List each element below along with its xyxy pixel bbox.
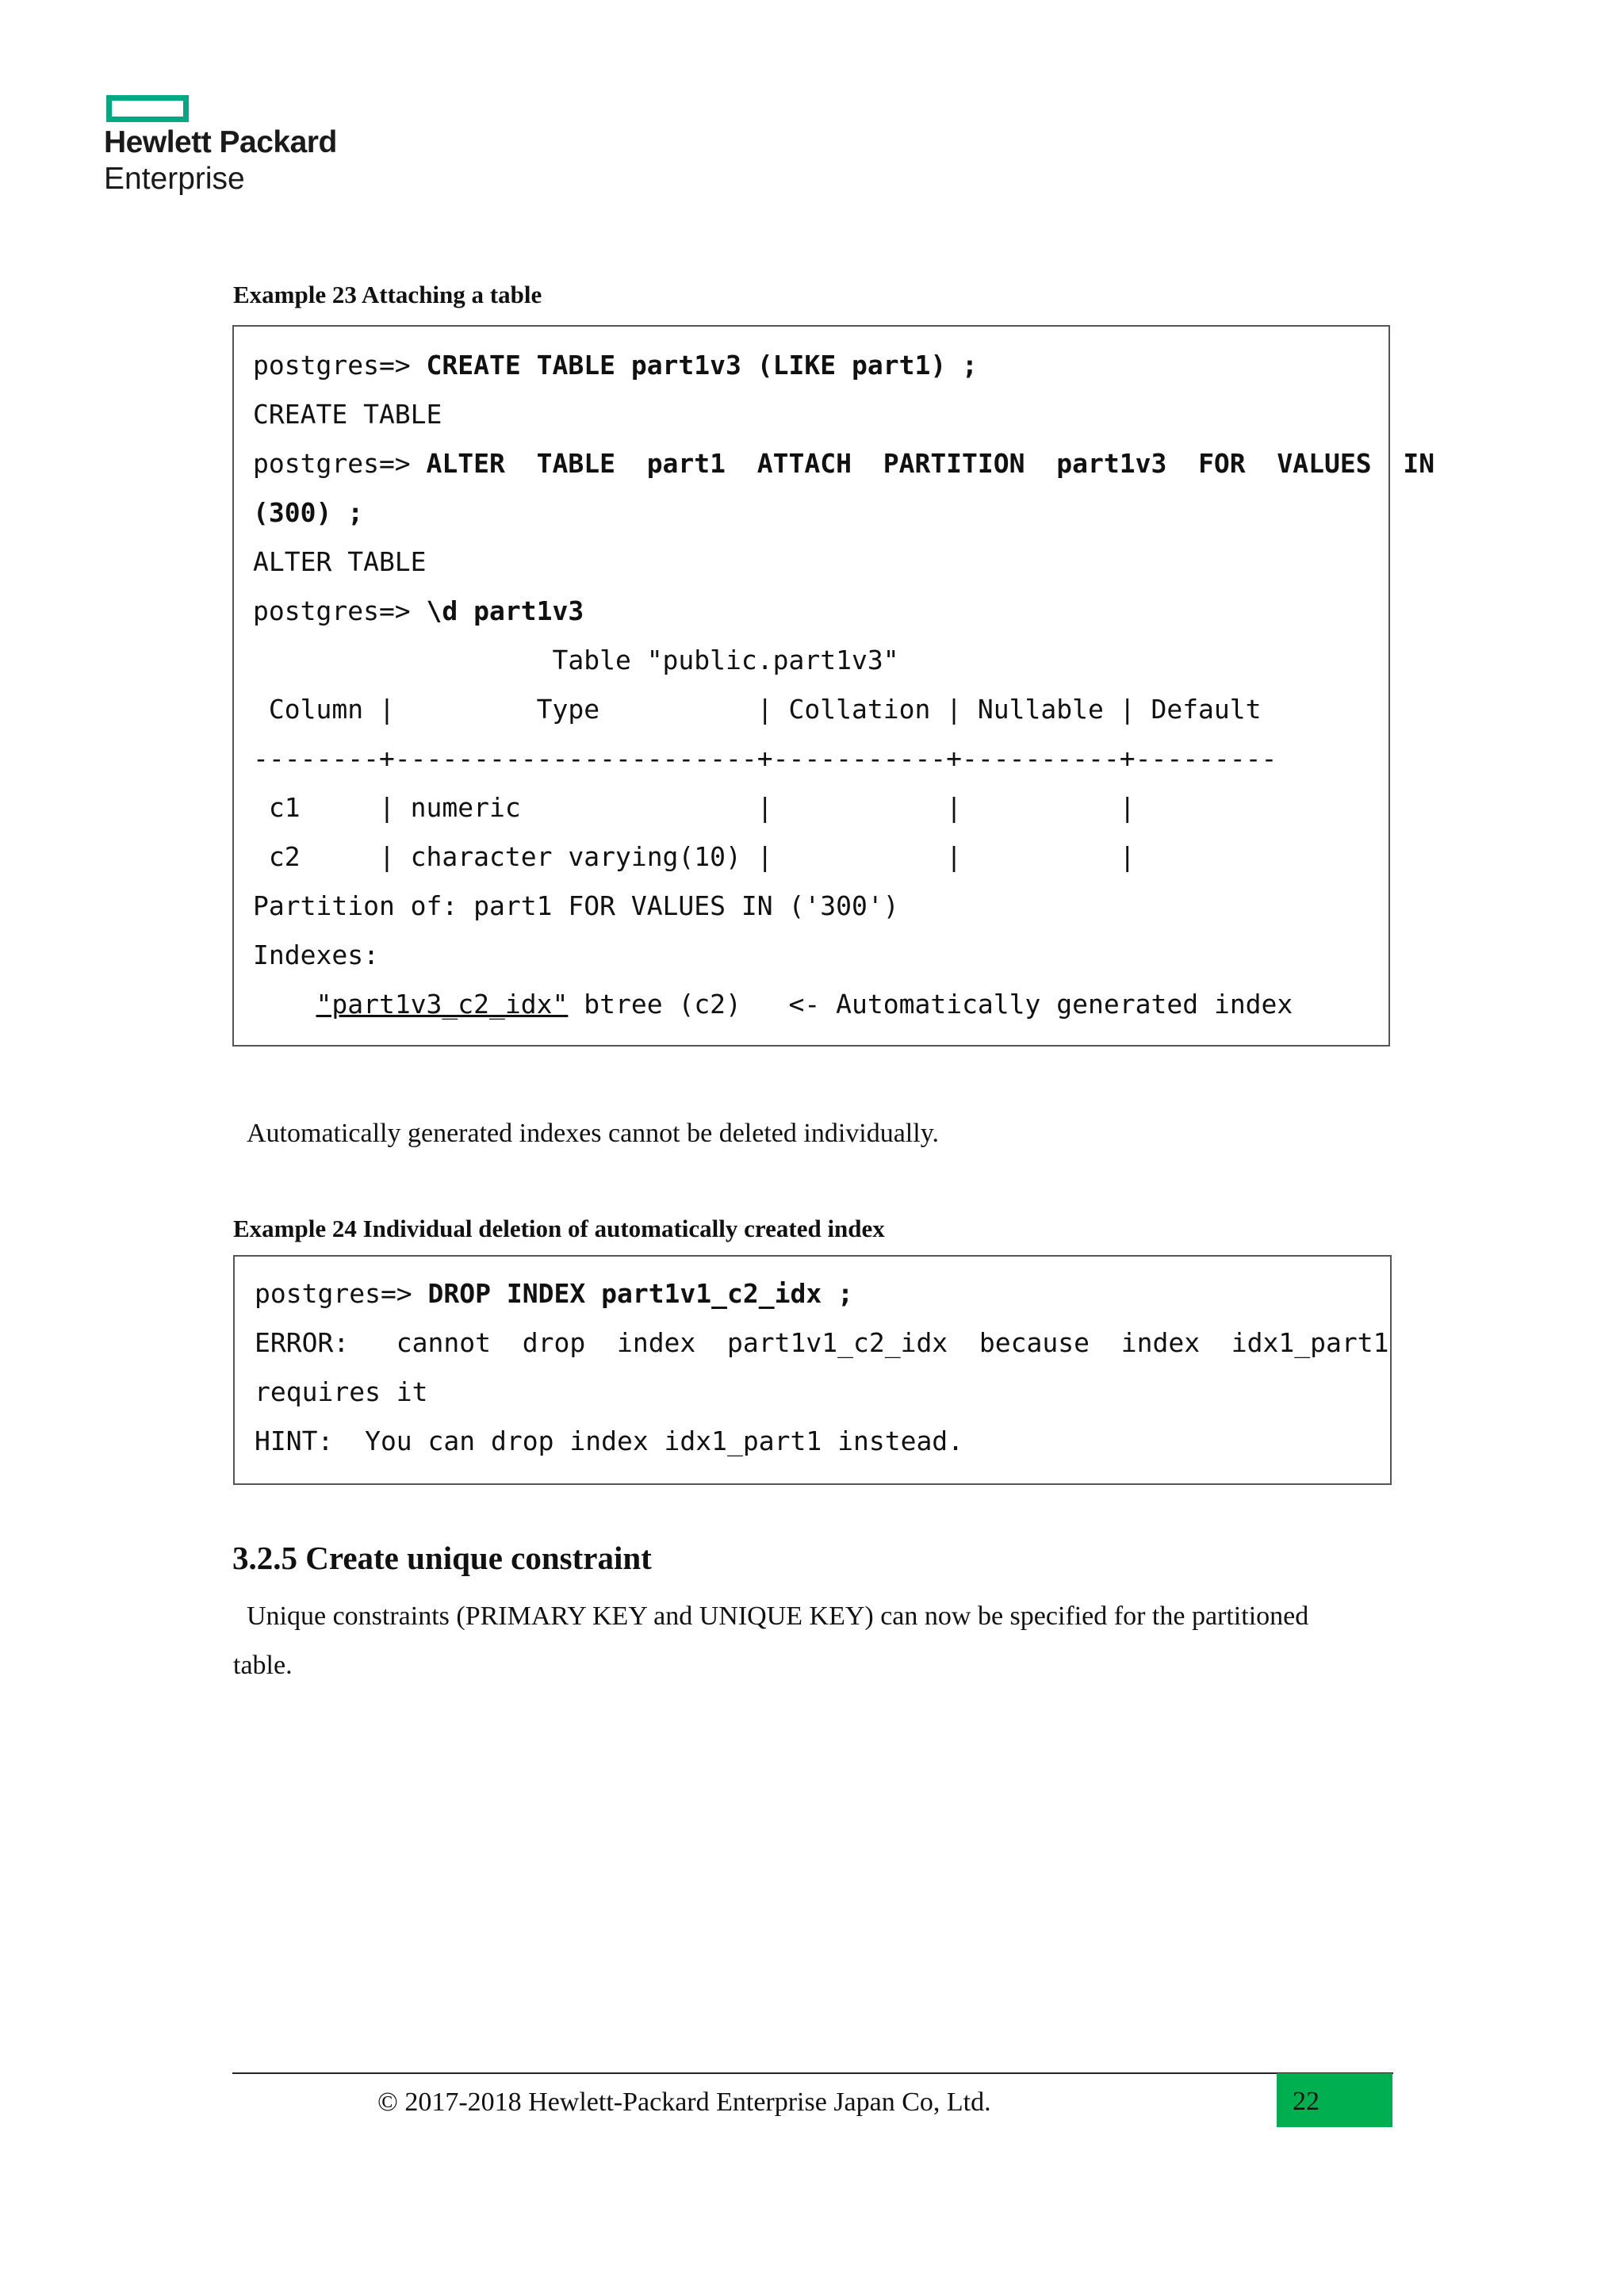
code-line: Indexes:: [253, 939, 379, 970]
logo-text-line1: Hewlett Packard: [104, 125, 337, 159]
code-line: "part1v3_c2_idx" btree (c2) <- Automatically generated index: [316, 989, 1293, 1020]
note-paragraph: Automatically generated indexes cannot be deleted individually.: [247, 1119, 939, 1148]
example-24-code-block: [233, 1255, 1392, 1485]
index-name-underlined: "part1v3_c2_idx": [316, 989, 569, 1020]
code-line: Column | Type | Collation | Nullable | Default: [253, 694, 1262, 725]
code-line: postgres=> DROP INDEX part1v1_c2_idx ;: [255, 1278, 853, 1309]
section-body-line1: Unique constraints (PRIMARY KEY and UNIQUE KEY) can now be specified for the partitioned: [247, 1601, 1309, 1631]
page-number: 22: [1293, 2087, 1320, 2116]
section-body-line2: table.: [233, 1651, 293, 1680]
code-line: requires it: [255, 1376, 428, 1407]
code-line: postgres=> ALTER TABLE part1 ATTACH PARTITION part1v3 FOR VALUES IN: [253, 448, 1435, 479]
footer-copyright: © 2017-2018 Hewlett-Packard Enterprise Japan Co, Ltd.: [377, 2087, 991, 2117]
code-line: Partition of: part1 FOR VALUES IN ('300'): [253, 890, 899, 921]
code-line: postgres=> \d part1v3: [253, 595, 584, 626]
code-line: --------+-----------------------+-----------+----------+---------: [253, 743, 1277, 774]
code-line: CREATE TABLE: [253, 399, 442, 430]
code-line: c2 | character varying(10) | | |: [253, 841, 1136, 872]
example-24-caption: Example 24 Individual deletion of automatically created index: [233, 1215, 885, 1242]
section-heading: 3.2.5 Create unique constraint: [232, 1540, 652, 1576]
example-23-caption: Example 23 Attaching a table: [233, 281, 542, 308]
code-line: ALTER TABLE: [253, 546, 427, 577]
code-line: (300) ;: [253, 497, 364, 528]
code-line: postgres=> CREATE TABLE part1v3 (LIKE part1) ;: [253, 350, 978, 381]
hpe-logo-mark: [106, 95, 189, 122]
code-line: c1 | numeric | | |: [253, 792, 1136, 823]
code-line: HINT: You can drop index idx1_part1 instead.: [255, 1425, 964, 1456]
logo-text-line2: Enterprise: [104, 162, 245, 196]
footer-divider: [232, 2072, 1393, 2074]
example-23-code-block: [232, 325, 1435, 1047]
code-line: ERROR: cannot drop index part1v1_c2_idx because index idx1_part1: [255, 1327, 1389, 1358]
code-line: Table "public.part1v3": [253, 645, 899, 675]
